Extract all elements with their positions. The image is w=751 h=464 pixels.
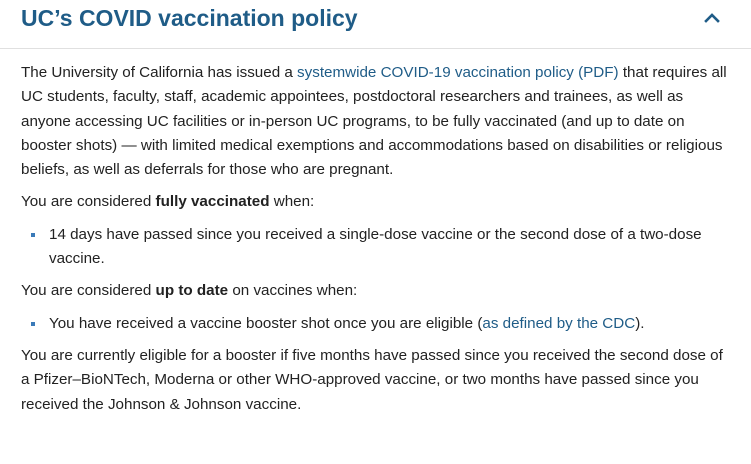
accordion-body	[21, 61, 731, 417]
fully-vaccinated-paragraph	[21, 190, 731, 214]
accordion-header[interactable]	[0, 0, 751, 49]
eligibility-paragraph: You are currently eligible for a booster if five months have passed since you received the second dose of a Pfizer–BioNTech, Moderna or other WHO-approved vaccine, or two months have passed since you received the Johnson & Johnson vaccine.	[21, 346, 723, 413]
list-item	[21, 312, 709, 336]
up-to-date-lead: You are considered	[21, 282, 156, 300]
accordion-title[interactable]: UC’s COVID vaccination policy	[21, 5, 358, 31]
up-to-date-list	[21, 312, 731, 336]
up-to-date-trail: on vaccines when:	[228, 282, 358, 300]
up-to-date-paragraph	[21, 279, 731, 303]
vaccination-policy-link[interactable]: systemwide COVID-19 vaccination policy (PDF)	[297, 64, 619, 81]
fully-vaccinated-list	[21, 223, 731, 272]
chevron-up-icon[interactable]	[696, 6, 728, 28]
intro-paragraph	[21, 61, 731, 182]
intro-text-before-link: The University of California has issued a	[21, 64, 298, 81]
booster-text-before-link: You have received a vaccine booster shot once you are eligible (	[49, 314, 483, 332]
list-item-text: 14 days have passed since you received a single-dose vaccine or the second dose of a two-dose vaccine.	[49, 225, 702, 268]
cdc-definition-link[interactable]: as defined by the CDC	[482, 314, 636, 332]
fully-vaccinated-trail: when:	[269, 193, 315, 211]
list-item	[21, 223, 709, 272]
intro-text-after-link: that requires all UC students, faculty, staff, academic appointees, postdoctoral researchers and trainees, as well as anyone accessing UC facilities or in-person UC programs, to be fully vaccinated (and up to date on booster shots) — with limited medical exemptions and accommodations based on disabilities or religious beliefs, as well as deferrals for those who are pregnant.	[21, 64, 727, 179]
fully-vaccinated-lead: You are considered	[21, 193, 156, 211]
bullet-square-icon	[31, 233, 35, 237]
fully-vaccinated-term: fully vaccinated	[155, 193, 270, 211]
booster-text-after-link: ).	[635, 314, 645, 332]
up-to-date-term: up to date	[155, 282, 229, 300]
bullet-square-icon	[31, 322, 35, 326]
